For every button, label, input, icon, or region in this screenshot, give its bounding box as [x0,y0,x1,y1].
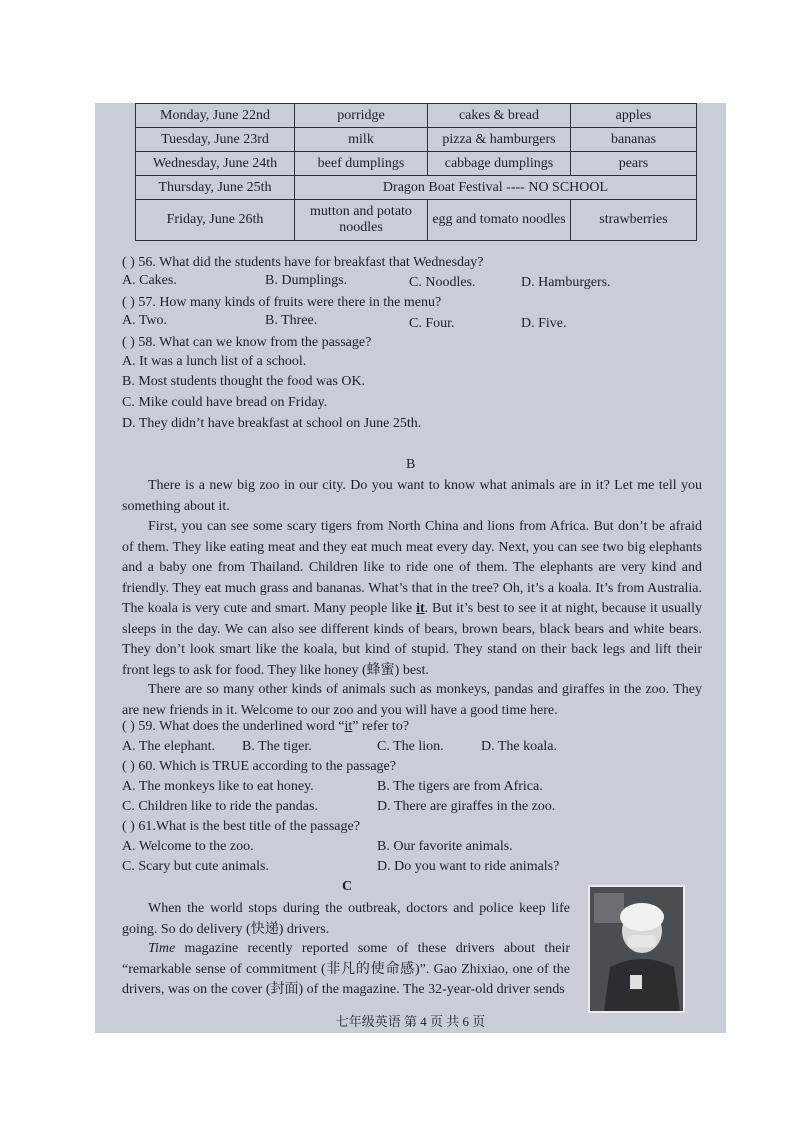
table-row [136,104,697,128]
option-c: C. Four. [409,316,455,331]
underlined-word: it [344,719,353,734]
table-cell: egg and tomato noodles [428,200,571,241]
section-c-paragraph-1: When the world stops during the outbreak, doctors and police keep life going. So do delivery (快递) drivers. [122,901,570,937]
option-b: B. Most students thought the food was OK. [122,374,366,389]
table-cell: Tuesday, June 23rd [136,128,295,152]
option-d: D. There are giraffes in the zoo. [377,799,556,814]
exam-page [95,103,726,1033]
question-61: ( ) 61.What is the best title of the passage? [122,819,360,834]
option-c: C. Children like to ride the pandas. [122,799,318,814]
question-58: ( ) 58. What can we know from the passage? [122,335,372,350]
option-b: B. Our favorite animals. [377,839,513,854]
table-cell: Thursday, June 25th [136,176,295,200]
table-cell: Wednesday, June 24th [136,152,295,176]
option-a: A. Two. [122,313,168,328]
section-b-heading: B [406,457,416,472]
section-c-paragraph-2 [122,939,570,1001]
option-d: D. The koala. [481,739,557,754]
table-cell: bananas [571,128,697,152]
section-b-paragraph-3: There are so many other kinds of animals such as monkeys, pandas and giraffes in the zoo. They are new friends in it. Welcome to our zoo and you will have a good time here. [122,682,702,718]
magazine-name: Time [148,941,176,956]
option-a: A. Welcome to the zoo. [122,839,254,854]
question-56: ( ) 56. What did the students have for breakfast that Wednesday? [122,255,484,270]
driver-photo-icon [590,887,683,1011]
option-a: A. The monkeys like to eat honey. [122,779,314,794]
table-cell: Monday, June 22nd [136,104,295,128]
underlined-word: it [416,601,425,616]
table-cell: cabbage dumplings [428,152,571,176]
section-c-heading: C [342,879,353,894]
question-60: ( ) 60. Which is TRUE according to the passage? [122,759,396,774]
paragraph-text: First, you can see some scary tigers from North China and lions from Africa. But don’t be afraid of them. They like eating meat and they eat much meat every day. Next, you can see two big elephants and a baby one from Thailand. Children like to ride one of them. The elephants are very kind and friendly. They eat much grass and bananas. What’s that in the tree? Oh, it’s a koala. It’s from Australia. The koala is very cute and smart. Many people like [122,519,702,616]
table-cell: milk [295,128,428,152]
option-d: D. Five. [521,316,567,331]
table-row [136,200,697,241]
paragraph-text: magazine recently reported some of these drivers about their “remarkable sense of commitment (非凡的使命感)”. Gao Zhixiao, one of the drivers, was on the cover (封面) of the magazine. The 32-year-old driver sends [122,941,570,997]
option-d: D. Do you want to ride animals? [377,859,560,874]
table-row [136,128,697,152]
table-cell: Dragon Boat Festival ---- NO SCHOOL [295,176,697,200]
table-cell: beef dumplings [295,152,428,176]
option-b: B. The tigers are from Africa. [377,779,543,794]
table-cell: cakes & bread [428,104,571,128]
option-a: A. The elephant. [122,739,216,754]
table-row [136,152,697,176]
question-57: ( ) 57. How many kinds of fruits were there in the menu? [122,295,442,310]
option-c: C. Scary but cute animals. [122,859,269,874]
option-b: B. Three. [265,313,318,328]
table-cell: mutton and potato noodles [295,200,428,241]
option-c: C. Noodles. [409,275,476,290]
paragraph-text: . But it’s best to see it at night, because it usually sleeps in the day. We can also see different kinds of bears, brown bears, black bears and white bears. They don’t look smart like the koala, but kind of stupid. They stand on their back legs and lift their front legs to ask for food. They like honey (蜂蜜) best. [122,601,702,678]
menu-table [135,103,697,241]
table-cell: pears [571,152,697,176]
magazine-cover-photo [588,885,685,1013]
table-row [136,176,697,200]
table-cell: Friday, June 26th [136,200,295,241]
question-text: ” refer to? [352,719,410,734]
option-b: B. Dumplings. [265,273,348,288]
option-b: B. The tiger. [242,739,312,754]
table-cell: pizza & hamburgers [428,128,571,152]
option-a: A. It was a lunch list of a school. [122,354,307,369]
option-a: A. Cakes. [122,273,177,288]
question-text: ( ) 59. What does the underlined word “ [122,719,345,734]
option-d: D. They didn’t have breakfast at school on June 25th. [122,416,422,431]
option-c: C. The lion. [377,739,444,754]
page-footer: 七年级英语 第 4 页 共 6 页 [335,1014,486,1029]
section-b-paragraph-1: There is a new big zoo in our city. Do you want to know what animals are in it? Let me tell you something about it. [122,478,702,514]
table-cell: apples [571,104,697,128]
option-c: C. Mike could have bread on Friday. [122,395,328,410]
section-b-paragraph-2 [122,517,702,681]
table-cell: porridge [295,104,428,128]
option-d: D. Hamburgers. [521,275,611,290]
question-59 [122,719,409,735]
table-cell: strawberries [571,200,697,241]
